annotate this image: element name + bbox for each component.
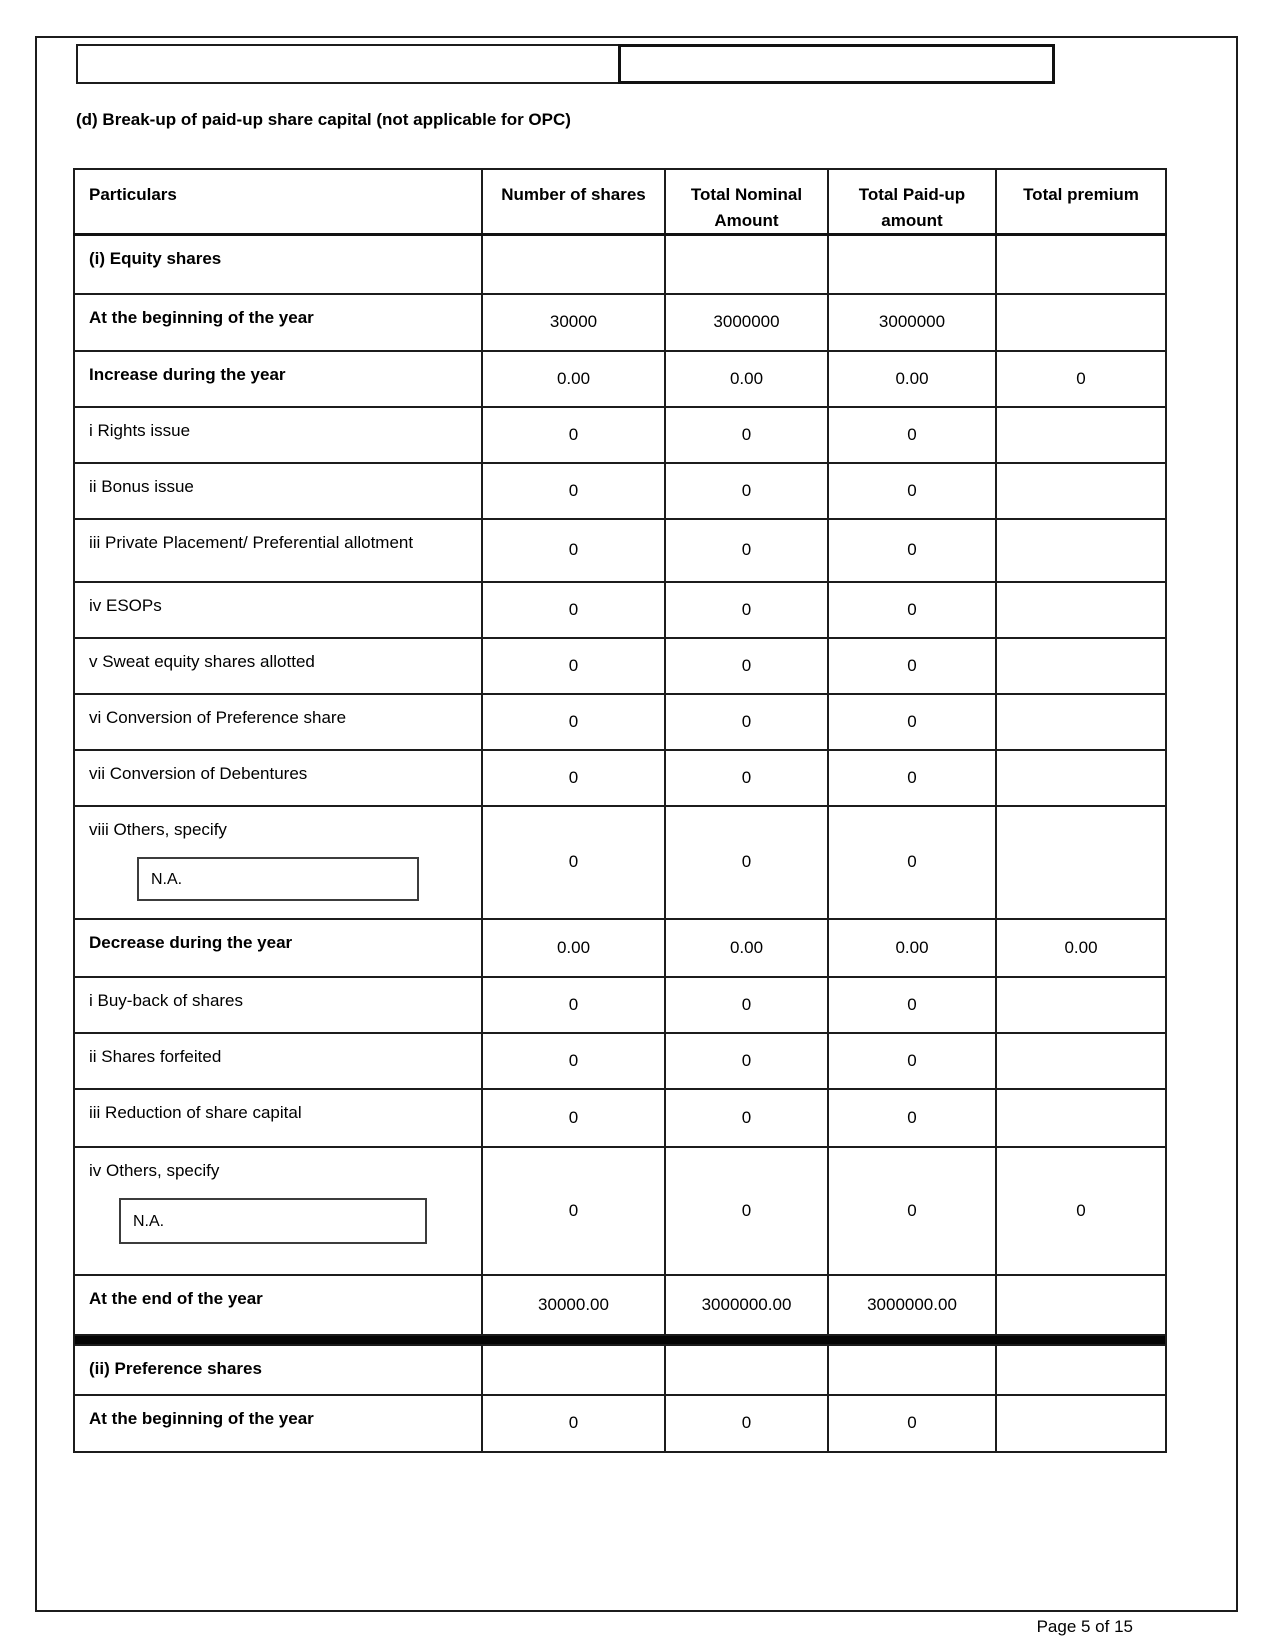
cell-number-of-shares: 0 <box>482 1395 665 1452</box>
cell-total-paid-up-amount: 0 <box>828 1147 996 1275</box>
cell-total-nominal-amount: 0 <box>665 694 828 750</box>
cell-number-of-shares: 0.00 <box>482 919 665 977</box>
cell-number-of-shares: 0.00 <box>482 351 665 407</box>
cell-total-paid-up-amount: 0 <box>828 582 996 638</box>
cell-number-of-shares: 30000.00 <box>482 1275 665 1335</box>
cell-total-premium <box>996 235 1166 294</box>
cell-total-premium: 0 <box>996 1147 1166 1275</box>
cell-total-paid-up-amount <box>828 1345 996 1395</box>
cell-total-paid-up-amount: 0 <box>828 638 996 694</box>
cell-number-of-shares <box>482 1345 665 1395</box>
share-capital-table <box>73 168 1167 1453</box>
cell-number-of-shares <box>482 235 665 294</box>
cell-total-premium <box>996 750 1166 806</box>
cell-total-premium <box>996 1395 1166 1452</box>
top-table-right-cell <box>618 44 1055 84</box>
row-label: At the end of the year <box>74 1275 482 1335</box>
column-header-total-paid-up-amount: Total Paid-up amount <box>828 169 996 235</box>
row-increase-during-year <box>74 351 1166 407</box>
cell-number-of-shares: 0 <box>482 582 665 638</box>
page-number: Page 5 of 15 <box>1036 1617 1133 1636</box>
others-specify-input[interactable]: N.A. <box>137 857 419 901</box>
row-private-placement <box>74 519 1166 582</box>
cell-total-premium <box>996 638 1166 694</box>
section-separator-row <box>74 1335 1166 1345</box>
top-table-left-cell <box>76 44 620 84</box>
cell-total-premium <box>996 694 1166 750</box>
cell-total-nominal-amount: 0 <box>665 407 828 463</box>
row-label: ii Shares forfeited <box>74 1033 482 1089</box>
cell-number-of-shares: 0 <box>482 750 665 806</box>
row-decrease-others-specify <box>74 1147 1166 1275</box>
row-label: v Sweat equity shares allotted <box>74 638 482 694</box>
cell-total-premium <box>996 1033 1166 1089</box>
cell-number-of-shares: 30000 <box>482 294 665 351</box>
cell-total-nominal-amount: 0 <box>665 1033 828 1089</box>
row-label: Decrease during the year <box>74 919 482 977</box>
cell-number-of-shares: 0 <box>482 1089 665 1147</box>
cell-total-nominal-amount: 3000000.00 <box>665 1275 828 1335</box>
cell-total-paid-up-amount <box>828 235 996 294</box>
cell-total-nominal-amount: 0 <box>665 1147 828 1275</box>
cell-total-premium: 0 <box>996 351 1166 407</box>
cell-total-paid-up-amount: 0 <box>828 463 996 519</box>
cell-total-nominal-amount: 0 <box>665 1089 828 1147</box>
column-header-number-of-shares: Number of shares <box>482 169 665 235</box>
row-label: i Buy-back of shares <box>74 977 482 1033</box>
cell-total-paid-up-amount: 0 <box>828 806 996 919</box>
row-label: (ii) Preference shares <box>74 1345 482 1395</box>
cell-total-premium <box>996 806 1166 919</box>
row-preference-shares <box>74 1345 1166 1395</box>
cell-number-of-shares: 0 <box>482 1147 665 1275</box>
cell-total-paid-up-amount: 0 <box>828 407 996 463</box>
cell-total-nominal-amount: 0.00 <box>665 919 828 977</box>
cell-number-of-shares: 0 <box>482 463 665 519</box>
cell-total-premium <box>996 582 1166 638</box>
row-shares-forfeited <box>74 1033 1166 1089</box>
cell-total-paid-up-amount: 0 <box>828 1033 996 1089</box>
cell-total-paid-up-amount: 0 <box>828 1395 996 1452</box>
row-label: i Rights issue <box>74 407 482 463</box>
cell-number-of-shares: 0 <box>482 519 665 582</box>
row-label: vi Conversion of Preference share <box>74 694 482 750</box>
column-header-total-premium: Total premium <box>996 169 1166 235</box>
cell-total-nominal-amount: 3000000 <box>665 294 828 351</box>
row-conversion-debentures <box>74 750 1166 806</box>
row-sweat-equity <box>74 638 1166 694</box>
cell-total-nominal-amount: 0 <box>665 582 828 638</box>
cell-number-of-shares: 0 <box>482 806 665 919</box>
cell-total-premium <box>996 977 1166 1033</box>
row-buy-back <box>74 977 1166 1033</box>
cell-total-premium <box>996 1345 1166 1395</box>
cell-total-premium <box>996 519 1166 582</box>
cell-number-of-shares: 0 <box>482 1033 665 1089</box>
cell-total-premium <box>996 1275 1166 1335</box>
cell-total-premium <box>996 1089 1166 1147</box>
cell-total-nominal-amount: 0 <box>665 519 828 582</box>
row-esops <box>74 582 1166 638</box>
cell-number-of-shares: 0 <box>482 694 665 750</box>
row-decrease-during-year <box>74 919 1166 977</box>
cell-total-premium <box>996 463 1166 519</box>
row-conversion-preference-share <box>74 694 1166 750</box>
row-label: iv Others, specify <box>89 1160 220 1180</box>
row-end-of-year <box>74 1275 1166 1335</box>
cell-total-nominal-amount: 0 <box>665 977 828 1033</box>
cell-total-paid-up-amount: 3000000.00 <box>828 1275 996 1335</box>
cell-total-nominal-amount: 0 <box>665 638 828 694</box>
row-bonus-issue <box>74 463 1166 519</box>
cell-total-nominal-amount: 0 <box>665 463 828 519</box>
row-label: iv ESOPs <box>74 582 482 638</box>
cell-total-paid-up-amount: 0 <box>828 694 996 750</box>
row-label: At the beginning of the year <box>74 294 482 351</box>
row-rights-issue <box>74 407 1166 463</box>
cell-total-nominal-amount: 0.00 <box>665 351 828 407</box>
row-increase-others-specify <box>74 806 1166 919</box>
cell-total-nominal-amount <box>665 1345 828 1395</box>
row-label: iii Reduction of share capital <box>74 1089 482 1147</box>
row-reduction-share-capital <box>74 1089 1166 1147</box>
cell-total-nominal-amount: 0 <box>665 806 828 919</box>
cell-total-paid-up-amount: 0 <box>828 977 996 1033</box>
row-equity-shares <box>74 235 1166 294</box>
row-label: Increase during the year <box>74 351 482 407</box>
cell-total-premium <box>996 294 1166 351</box>
cell-number-of-shares: 0 <box>482 977 665 1033</box>
row-label: ii Bonus issue <box>74 463 482 519</box>
cell-total-nominal-amount: 0 <box>665 750 828 806</box>
cell-total-paid-up-amount: 0 <box>828 1089 996 1147</box>
row-label: (i) Equity shares <box>74 235 482 294</box>
row-label: vii Conversion of Debentures <box>74 750 482 806</box>
cell-total-premium: 0.00 <box>996 919 1166 977</box>
row-label: iii Private Placement/ Preferential allotment <box>74 519 482 582</box>
others-specify-input[interactable]: N.A. <box>119 1198 427 1244</box>
cell-number-of-shares: 0 <box>482 407 665 463</box>
top-empty-table <box>76 44 1055 84</box>
column-header-total-nominal-amount: Total Nominal Amount <box>665 169 828 235</box>
row-equity-beginning-of-year <box>74 294 1166 351</box>
cell-total-nominal-amount: 0 <box>665 1395 828 1452</box>
cell-total-nominal-amount <box>665 235 828 294</box>
cell-total-paid-up-amount: 0.00 <box>828 919 996 977</box>
cell-total-paid-up-amount: 0 <box>828 519 996 582</box>
row-preference-beginning-of-year <box>74 1395 1166 1452</box>
row-label: viii Others, specify <box>89 819 227 839</box>
cell-total-paid-up-amount: 0.00 <box>828 351 996 407</box>
section-heading: (d) Break-up of paid-up share capital (not applicable for OPC) <box>76 110 571 129</box>
thick-separator <box>74 1335 1166 1345</box>
cell-total-paid-up-amount: 0 <box>828 750 996 806</box>
cell-number-of-shares: 0 <box>482 638 665 694</box>
cell-total-premium <box>996 407 1166 463</box>
header-row <box>74 169 1166 235</box>
cell-total-paid-up-amount: 3000000 <box>828 294 996 351</box>
row-label: At the beginning of the year <box>74 1395 482 1452</box>
column-header-particulars: Particulars <box>74 169 482 235</box>
